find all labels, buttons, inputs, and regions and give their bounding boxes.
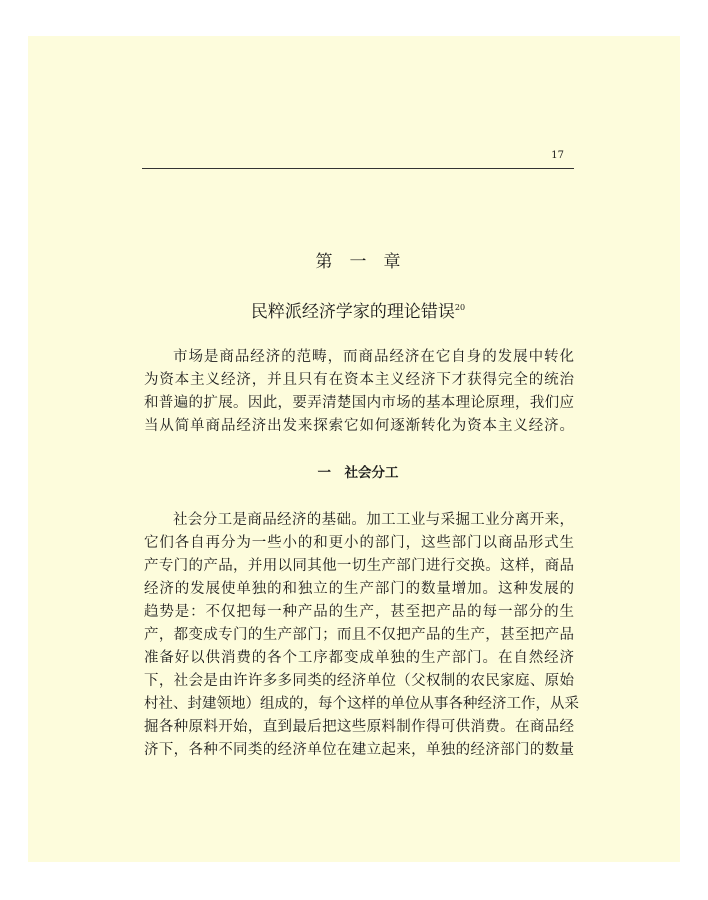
paragraph-line: 掘各种原料开始，直到最后把这些原料制作得可供消费。在商品经 [144, 719, 574, 735]
paragraph-line: 为资本主义经济，并且只有在资本主义经济下才获得完全的统治 [144, 372, 574, 388]
paragraph-line: 产专门的产品，并用以同其他一切生产部门进行交换。这样，商品 [144, 558, 574, 574]
header-rule [142, 168, 574, 169]
section-heading: 一 社会分工 [317, 465, 399, 481]
paragraph-line: 济下，各种不同类的经济单位在建立起来，单独的经济部门的数量 [144, 742, 574, 758]
paragraph-line: 经济的发展使单独的和独立的生产部门的数量增加。这种发展的 [144, 581, 574, 597]
paragraph-line: 准备好以供消费的各个工序都变成单独的生产部门。在自然经济 [144, 650, 574, 666]
footnote-reference: 20 [454, 303, 466, 312]
paragraph-line: 趋势是：不仅把每一种产品的生产，甚至把产品的每一部分的生 [144, 604, 574, 620]
intro-paragraph [144, 346, 574, 438]
chapter-title-text: 民粹派经济学家的理论错误 [250, 302, 455, 322]
paragraph-line: 它们各自再分为一些小的和更小的部门，这些部门以商品形式生 [144, 535, 574, 551]
paragraph-line: 当从简单商品经济出发来探索它如何逐渐转化为资本主义经济。 [144, 418, 574, 434]
section-paragraph [144, 509, 579, 762]
paragraph-line: 产，都变成专门的生产部门；而且不仅把产品的生产，甚至把产品 [144, 627, 574, 643]
paragraph-line: 市场是商品经济的范畴，而商品经济在它自身的发展中转化 [173, 349, 574, 365]
paragraph-line: 下，社会是由许许多多同类的经济单位（父权制的农民家庭、原始 [144, 673, 574, 689]
paragraph-line: 和普遍的扩展。因此，要弄清楚国内市场的基本理论原理，我们应 [144, 395, 574, 411]
paragraph-line: 村社、封建领地）组成的，每个这样的单位从事各种经济工作，从采 [144, 696, 579, 712]
page-number: 17 [551, 150, 564, 161]
chapter-label: 第 一 章 [315, 252, 401, 272]
chapter-title [142, 297, 574, 322]
paragraph-line: 社会分工是商品经济的基础。加工工业与采掘工业分离开来， [173, 512, 574, 528]
